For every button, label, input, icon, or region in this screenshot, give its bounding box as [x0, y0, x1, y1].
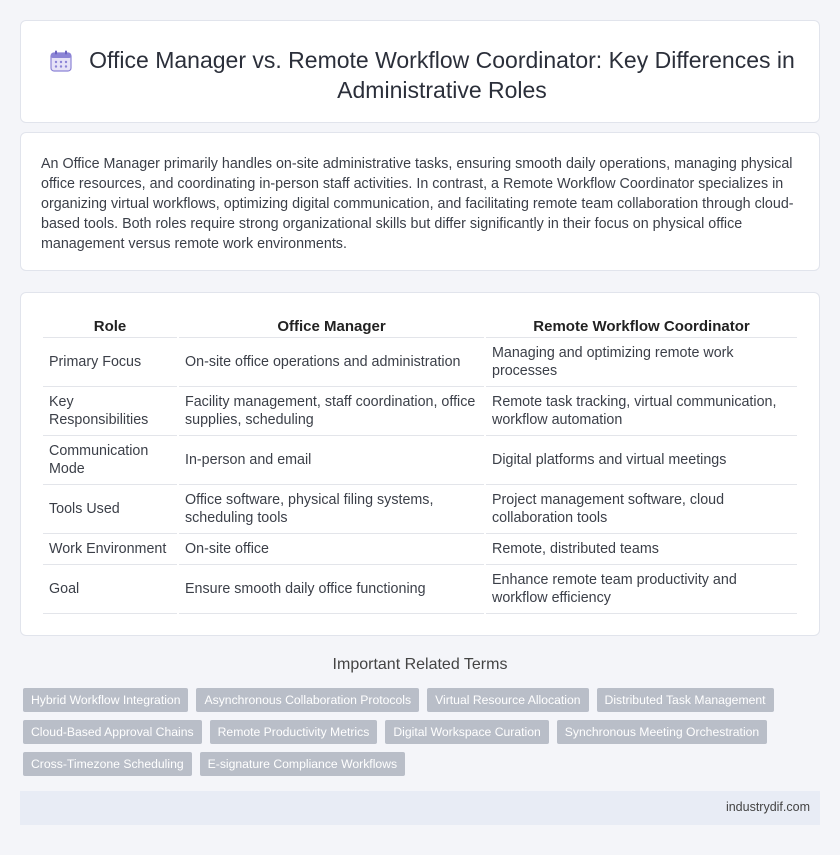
remote-coordinator-cell: Remote task tracking, virtual communication, workflow automation	[486, 387, 797, 436]
office-manager-cell: On-site office	[179, 534, 484, 565]
term-tag[interactable]: Asynchronous Collaboration Protocols	[196, 688, 419, 712]
term-tag[interactable]: Distributed Task Management	[597, 688, 774, 712]
tag-row	[23, 688, 803, 712]
related-terms-list	[23, 688, 803, 784]
header-role: Role	[43, 314, 177, 338]
table-row	[43, 387, 797, 436]
page-title: Office Manager vs. Remote Workflow Coordinator: Key Differences in Administrative Roles	[89, 47, 795, 103]
row-label: Communication Mode	[43, 436, 177, 485]
office-manager-cell: In-person and email	[179, 436, 484, 485]
term-tag[interactable]: Remote Productivity Metrics	[210, 720, 378, 744]
office-manager-cell: On-site office operations and administration	[179, 338, 484, 387]
table-row	[43, 534, 797, 565]
header-card	[20, 20, 820, 123]
related-terms-heading: Important Related Terms	[332, 656, 508, 673]
table-header-row	[43, 314, 797, 338]
table-row	[43, 565, 797, 614]
tag-row	[23, 752, 803, 776]
table-row	[43, 436, 797, 485]
term-tag[interactable]: Cross-Timezone Scheduling	[23, 752, 192, 776]
header-office-manager: Office Manager	[179, 314, 484, 338]
comparison-table	[41, 314, 799, 614]
term-tag[interactable]: Hybrid Workflow Integration	[23, 688, 188, 712]
table-row	[43, 338, 797, 387]
intro-paragraph: An Office Manager primarily handles on-site administrative tasks, ensuring smooth daily operations, managing physical office resources, and coordinating in-person staff activities. In contrast, a Remote Workflow Coordinator specializes in organizing virtual workflows, optimizing digital communication, and facilitating remote team collaboration through cloud-based tools. Both roles require strong organizational skills but differ significantly in their focus on physical office management versus remote work environments.	[41, 156, 794, 252]
row-label: Key Responsibilities	[43, 387, 177, 436]
comparison-table-card	[20, 292, 820, 636]
remote-coordinator-cell: Remote, distributed teams	[486, 534, 797, 565]
row-label: Goal	[43, 565, 177, 614]
remote-coordinator-cell: Enhance remote team productivity and workflow efficiency	[486, 565, 797, 614]
row-label: Tools Used	[43, 485, 177, 534]
table-row	[43, 485, 797, 534]
term-tag[interactable]: Cloud-Based Approval Chains	[23, 720, 202, 744]
footer-site-link[interactable]: industrydif.com	[725, 800, 810, 814]
term-tag[interactable]: Synchronous Meeting Orchestration	[557, 720, 767, 744]
term-tag[interactable]: Digital Workspace Curation	[385, 720, 548, 744]
footer	[20, 791, 820, 825]
header-remote-coordinator: Remote Workflow Coordinator	[486, 314, 797, 338]
tag-row	[23, 720, 803, 744]
row-label: Primary Focus	[43, 338, 177, 387]
office-manager-cell: Facility management, staff coordination, office supplies, scheduling	[179, 387, 484, 436]
remote-coordinator-cell: Managing and optimizing remote work processes	[486, 338, 797, 387]
term-tag[interactable]: E-signature Compliance Workflows	[200, 752, 405, 776]
remote-coordinator-cell: Digital platforms and virtual meetings	[486, 436, 797, 485]
remote-coordinator-cell: Project management software, cloud collaboration tools	[486, 485, 797, 534]
office-manager-cell: Office software, physical filing systems, scheduling tools	[179, 485, 484, 534]
term-tag[interactable]: Virtual Resource Allocation	[427, 688, 588, 712]
row-label: Work Environment	[43, 534, 177, 565]
intro-card	[20, 132, 820, 271]
office-manager-cell: Ensure smooth daily office functioning	[179, 565, 484, 614]
